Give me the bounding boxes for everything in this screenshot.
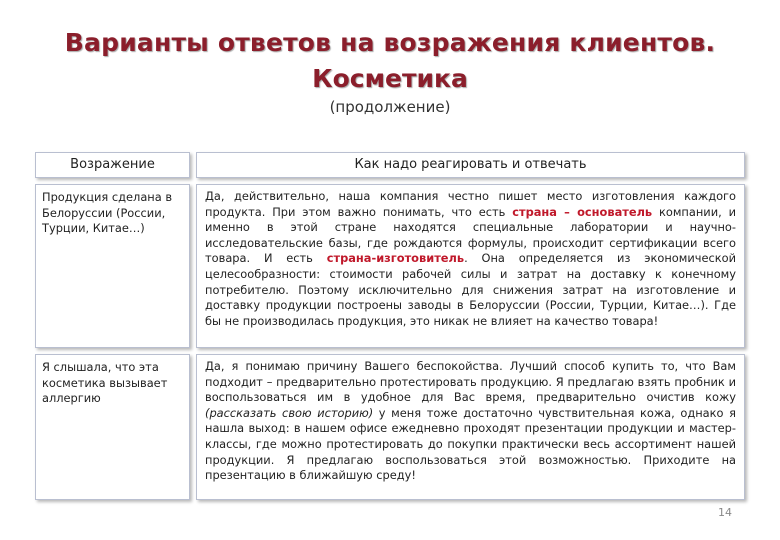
row1-response-part-b: компании, и именно в этой стране находятся специальные лаборатории и научно-исследовательские базы, где рождаются формулы, происходит сертификации всего товара. И есть [205,204,736,266]
page-title: Варианты ответов на возражения клиентов. [64,28,716,57]
header-objection [35,152,190,178]
page-title-line2: Косметика [312,64,468,93]
header-response [196,152,745,178]
row1-highlight-manufacturer-country: страна-изготовитель [326,251,465,266]
row1-objection-text: Продукция сделана в Белоруссии (России, Турции, Китае…) [42,190,173,236]
row2-objection-cell [35,354,190,500]
row1-response-part-c: . Она определяется из экономической целесообразности: стоимости рабочей силы и затрат на доставку к конечному потребителю. Поэтому исключительно для снижения затрат на изготовление и доставку продукции построены заводы в Белоруссии (России, Турции, Китае…). Где бы не производилась продукция, это никак не влияет на качество товара! [205,251,736,328]
header-objection-label: Возражение [70,157,155,173]
row1-response-part-a: Да, действительно, наша компания честно пишет место изготовления каждого продукта. При этом важно понимать, что есть [205,189,736,219]
page-number: 14 [718,506,732,519]
row1-objection-cell [35,184,190,348]
row2-response-part-b: у меня тоже достаточно чувствительная кожа, однако я нашла выход: в нашем офисе ежедневно проходят презентации продукции и мастер-классы, где можно протестировать до покупки практически весь ассортимент нашей продукции. Я предлагаю воспользоваться этой возможностью. Приходите на презентацию в ближайшую среду! [205,405,736,483]
row2-italic-note: (рассказать свою историю) [205,405,374,420]
header-response-label: Как надо реагировать и отвечать [354,157,587,173]
row1-response-cell [196,184,745,348]
row1-highlight-founder-country: страна – основатель [512,204,653,219]
row2-response-part-a: Да, я понимаю причину Вашего беспокойства. Лучший способ купить то, что Вам подходит – предварительно протестировать продукцию. Я предлагаю взять пробник и воспользоваться им в удобное для Вас время, предварительно очистив кожу [205,359,736,405]
row2-objection-text: Я слышала, что эта косметика вызывает аллергию [42,360,168,406]
page-subtitle: (продолжение) [329,98,451,116]
row2-response-cell [196,354,745,500]
